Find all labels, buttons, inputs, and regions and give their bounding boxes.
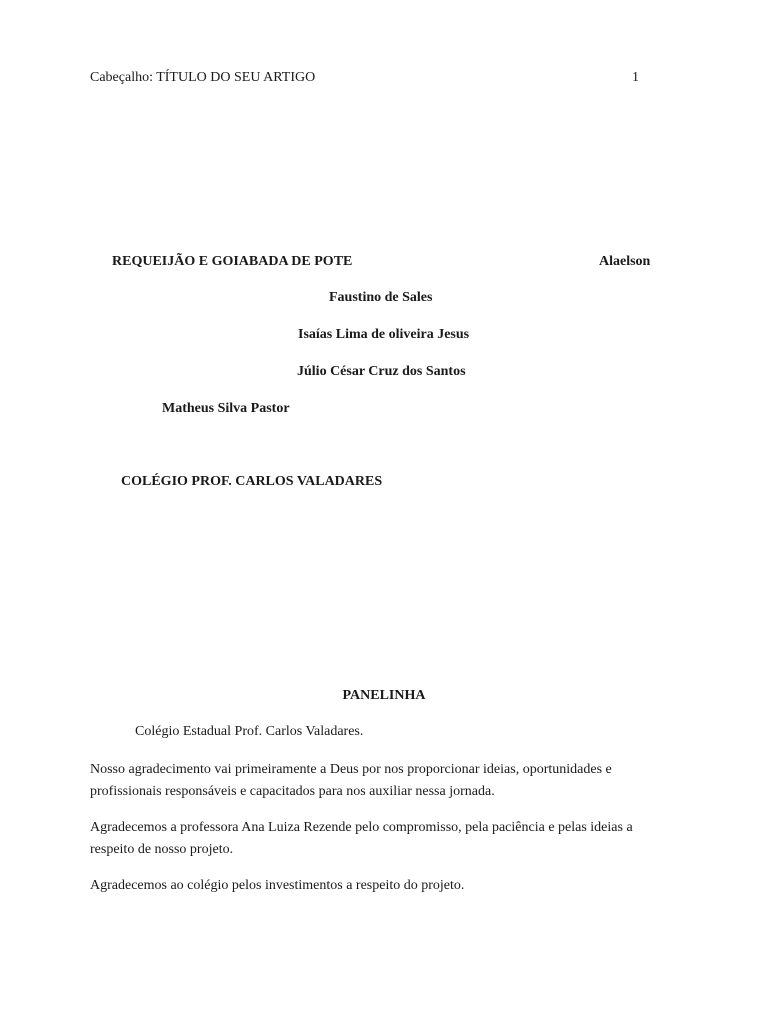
article-title: REQUEIJÃO E GOIABADA DE POTE	[112, 254, 353, 269]
acknowledgement-paragraph: Agradecemos a professora Ana Luiza Rezende pelo compromisso, pela paciência e pelas ideias a respeito de nosso projeto.	[90, 820, 633, 857]
institution-name: COLÉGIO PROF. CARLOS VALADARES	[121, 474, 383, 489]
author-name: Faustino de Sales	[329, 290, 433, 305]
page-number: 1	[632, 70, 639, 85]
acknowledgement-paragraph: Agradecemos ao colégio pelos investimentos a respeito do projeto.	[90, 878, 465, 893]
author-name: Júlio César Cruz dos Santos	[297, 364, 466, 379]
author-name: Matheus Silva Pastor	[162, 401, 290, 416]
author-name: Isaías Lima de oliveira Jesus	[298, 327, 470, 342]
running-head: Cabeçalho: TÍTULO DO SEU ARTIGO	[90, 70, 316, 85]
section-heading: PANELINHA	[342, 688, 426, 703]
school-line: Colégio Estadual Prof. Carlos Valadares.	[135, 724, 364, 739]
acknowledgement-paragraph: Nosso agradecimento vai primeiramente a Deus por nos proporcionar ideias, oportunidades e profissionais responsáveis e capacitados para nos auxiliar nessa jornada.	[90, 762, 612, 799]
author-name: Alaelson	[599, 254, 651, 269]
